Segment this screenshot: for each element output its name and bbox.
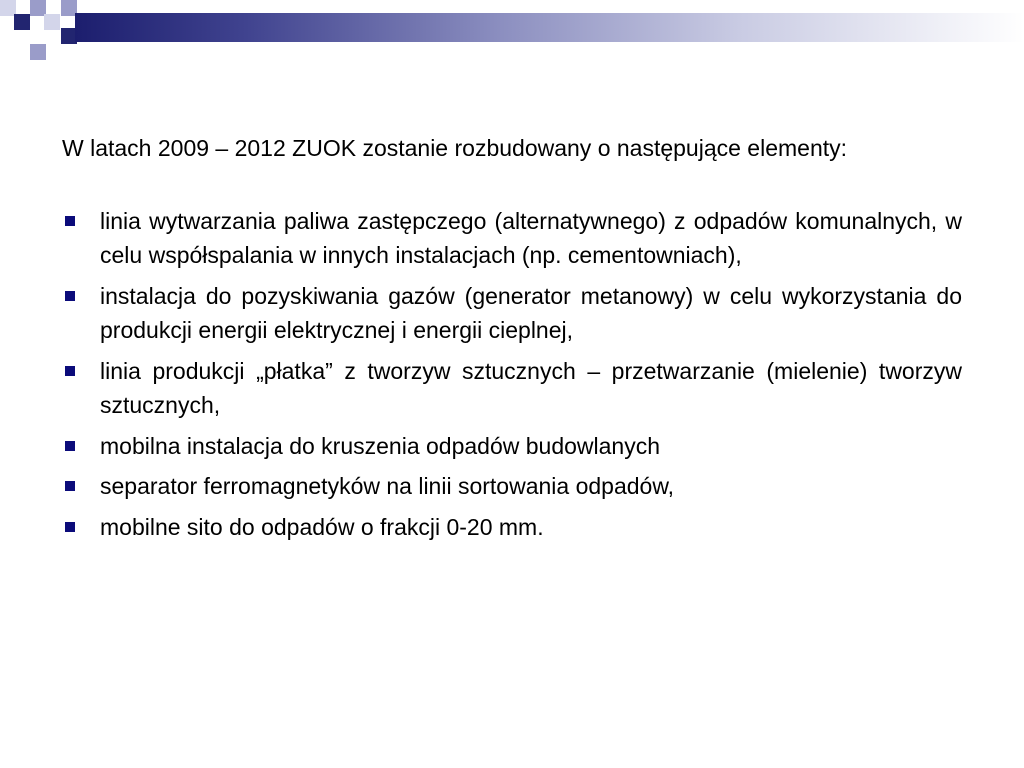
list-item [62, 469, 962, 504]
bullet-square-icon [65, 291, 75, 301]
bullet-square-icon [65, 481, 75, 491]
decor-square [44, 14, 60, 30]
bullet-square-icon [65, 216, 75, 226]
slide-body [62, 131, 962, 550]
list-item-text: separator ferromagnetyków na linii sortowania odpadów, [100, 473, 675, 499]
list-item [62, 354, 962, 423]
list-item-text: linia produkcji „płatka” z tworzyw sztucznych – przetwarzanie (mielenie) tworzyw sztucznych, [100, 357, 962, 418]
list-item [62, 510, 962, 545]
bullet-list [62, 204, 962, 545]
bullet-square-icon [65, 522, 75, 532]
header-gradient-bar [75, 13, 1024, 42]
list-item-text: mobilna instalacja do kruszenia odpadów budowlanych [100, 432, 661, 459]
list-item-text: mobilne sito do odpadów o frakcji 0-20 mm. [100, 513, 544, 540]
list-item-text: instalacja do pozyskiwania gazów (generator metanowy) w celu wykorzystania do produkcji energii elektrycznej i energii cieplnej, [100, 282, 962, 343]
list-item-text: linia wytwarzania paliwa zastępczego (alternatywnego) z odpadów komunalnych, w celu współspalania w innych instalacjach (np. cementowniach), [100, 207, 962, 268]
list-item [62, 204, 962, 273]
intro-text: W latach 2009 – 2012 ZUOK zostanie rozbudowany o następujące elementy: [62, 135, 848, 161]
decor-square [14, 14, 30, 30]
decor-square [30, 44, 46, 60]
list-item [62, 279, 962, 348]
bullet-square-icon [65, 441, 75, 451]
list-item [62, 429, 962, 464]
bullet-square-icon [65, 366, 75, 376]
